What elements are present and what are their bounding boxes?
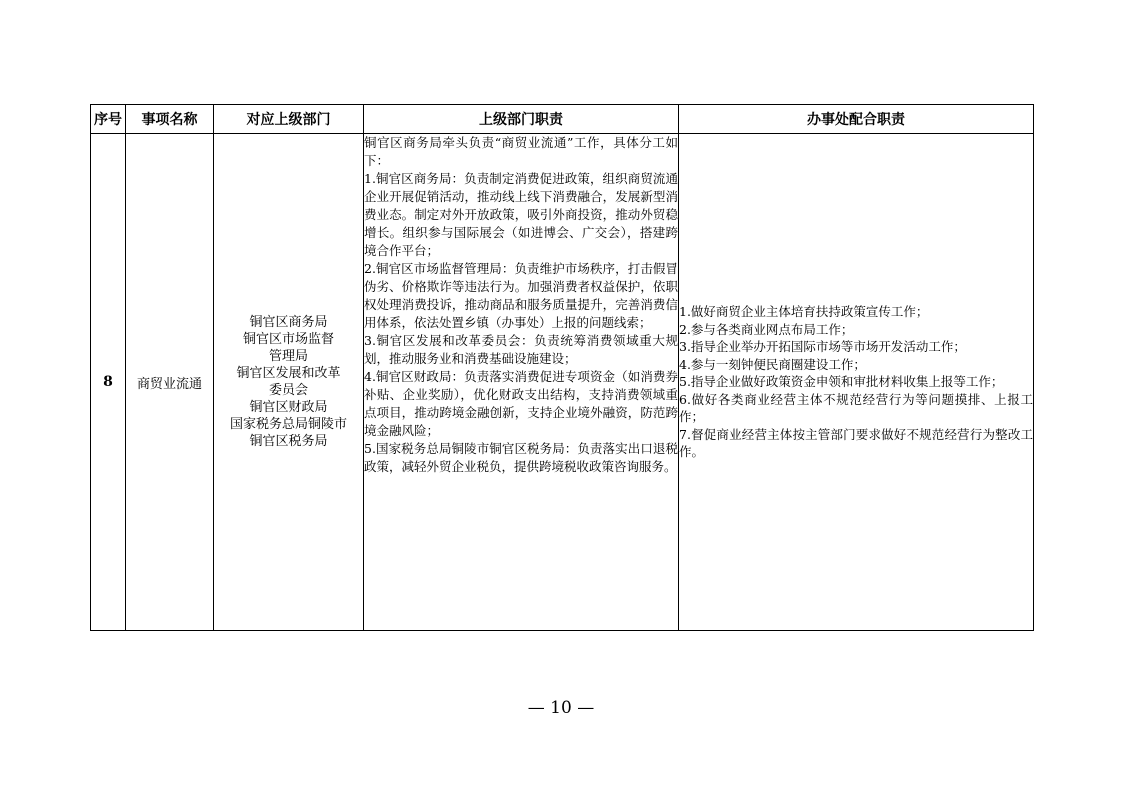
coop-item: 7.督促商业经营主体按主管部门要求做好不规范经营行为整改工作。 xyxy=(679,426,1033,460)
dept-line: 铜官区市场监督 xyxy=(242,332,334,347)
row-item-name: 商贸业流通 xyxy=(126,134,214,631)
row-superior-duties xyxy=(364,134,679,631)
row-superior-depts xyxy=(214,134,364,631)
dept-line: 铜官区税务局 xyxy=(249,434,328,449)
header-office-coop-duty: 办事处配合职责 xyxy=(679,105,1034,134)
table-row xyxy=(91,134,1034,631)
row-office-coop-duties xyxy=(679,134,1034,631)
dept-line: 国家税务总局铜陵市 xyxy=(229,417,347,432)
header-seq: 序号 xyxy=(91,105,126,134)
duty-paragraph: 3.铜官区发展和改革委员会：负责统筹消费领域重大规划，推动服务业和消费基础设施建设； xyxy=(364,333,678,366)
header-superior-duty: 上级部门职责 xyxy=(364,105,679,134)
coop-item: 5.指导企业做好政策资金申领和审批材料收集上报等工作； xyxy=(679,374,1004,390)
duty-paragraph: 2.铜官区市场监督管理局：负责维护市场秩序，打击假冒伪劣、价格欺诈等违法行为。加强消费者权益保护，依职权处理消费投诉，推动商品和服务质量提升，完善消费信用体系，依法处置乡镇（办事处）上报的问题线索； xyxy=(364,261,678,330)
dept-line: 铜官区商务局 xyxy=(249,315,328,330)
duty-table xyxy=(90,104,1034,631)
duty-paragraph: 5.国家税务总局铜陵市铜官区税务局：负责落实出口退税政策，减轻外贸企业税负，提供跨境税收政策咨询服务。 xyxy=(364,441,678,474)
table-header-row xyxy=(91,105,1034,134)
header-superior-dept: 对应上级部门 xyxy=(214,105,364,134)
coop-item: 3.指导企业举办开拓国际市场等市场开发活动工作； xyxy=(679,339,966,355)
dept-line: 铜官区财政局 xyxy=(249,400,328,415)
row-seq: 8 xyxy=(91,134,126,631)
page-number: — 10 — xyxy=(527,698,595,718)
coop-item: 1.做好商贸企业主体培育扶持政策宣传工作； xyxy=(679,304,929,320)
duty-paragraph: 1.铜官区商务局：负责制定消费促进政策，组织商贸流通企业开展促销活动，推动线上线下消费融合，发展新型消费业态。制定对外开放政策，吸引外商投资，推动外贸稳增长。组织参与国际展会（如进博会、广交会），搭建跨境合作平台； xyxy=(364,171,678,258)
coop-item: 6.做好各类商业经营主体不规范经营行为等问题摸排、上报工作； xyxy=(679,391,1033,425)
coop-item: 4.参与一刻钟便民商圈建设工作； xyxy=(679,356,866,372)
coop-item: 2.参与各类商业网点布局工作； xyxy=(679,321,854,337)
header-item-name: 事项名称 xyxy=(126,105,214,134)
duty-paragraph: 铜官区商务局牵头负责“商贸业流通”工作，具体分工如下： xyxy=(364,135,678,168)
dept-line: 委员会 xyxy=(268,383,308,398)
dept-line: 管理局 xyxy=(268,349,308,364)
dept-line: 铜官区发展和改革 xyxy=(236,366,341,381)
duty-paragraph: 4.铜官区财政局：负责落实消费促进专项资金（如消费券补贴、企业奖励），优化财政支出结构，支持消费领域重点项目，推动跨境金融创新，支持企业境外融资，防范跨境金融风险； xyxy=(364,369,678,438)
